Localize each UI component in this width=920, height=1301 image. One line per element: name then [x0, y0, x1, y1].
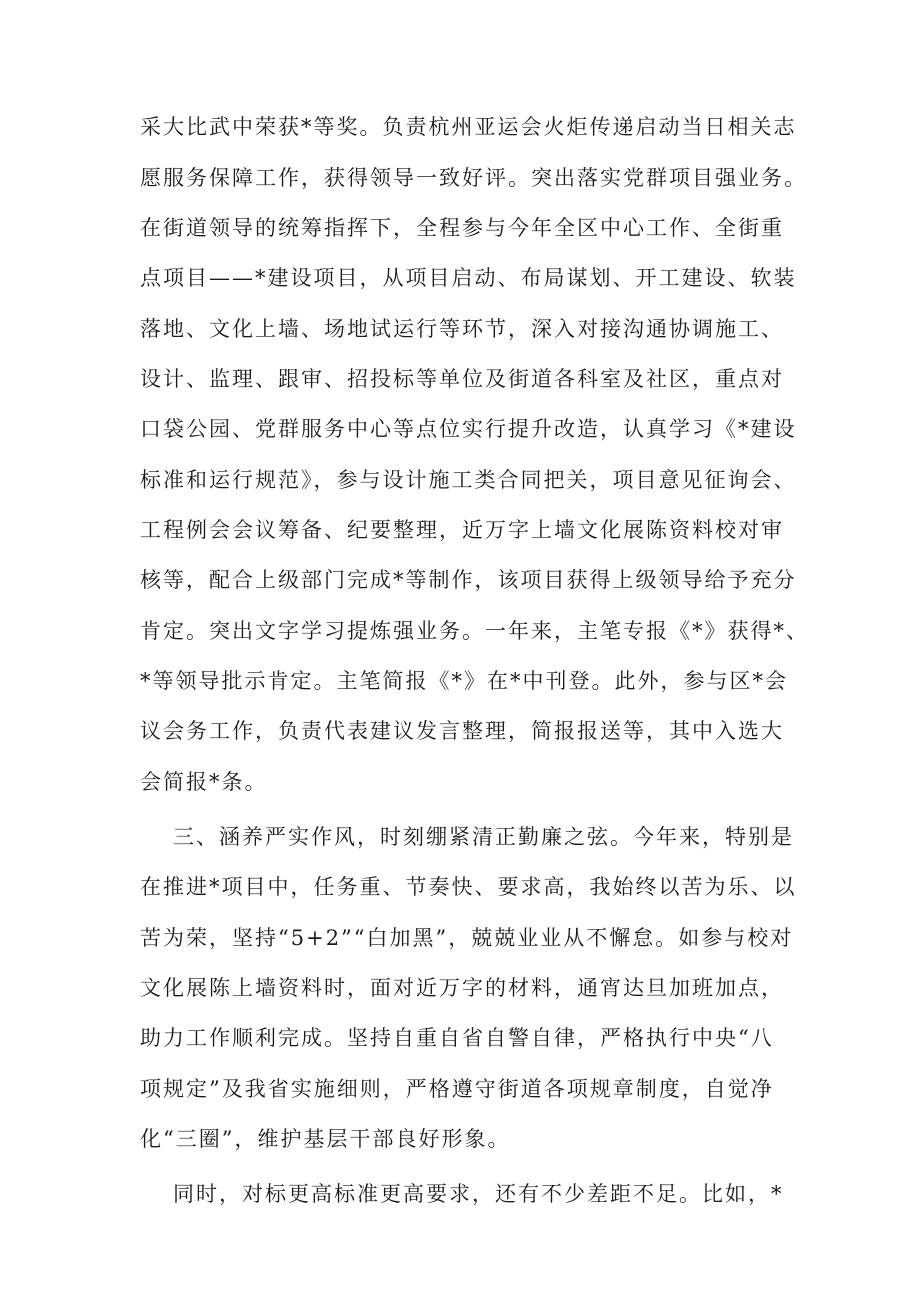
text-line: 愿服务保障工作，获得领导一致好评。突出落实党群项目强业务。	[140, 166, 807, 190]
text-line: 在街道领导的统筹指挥下，全程参与今年全区中心工作、全街重	[140, 216, 784, 240]
text-line: 三、涵养严实作风，时刻绷紧清正勤廉之弦。今年来，特别是	[173, 825, 794, 849]
text-line: 化“三圈”，维护基层干部良好形象。	[140, 1127, 511, 1151]
text-line: 同时，对标更高标准更高要求，还有不少差距不足。比如，*	[173, 1182, 784, 1206]
text-line: 工程例会会议筹备、纪要整理，近万字上墙文化展陈资料校对审	[140, 518, 784, 542]
text-line: 议会务工作，负责代表建议发言整理，简报报送等，其中入选大	[140, 719, 784, 743]
text-line: 核等，配合上级部门完成*等制作，该项目获得上级领导给予充分	[140, 568, 797, 592]
text-line: 苦为荣，坚持“5+2”“白加黑”，兢兢业业从不懈怠。如参与校对	[140, 926, 794, 950]
text-line: 设计、监理、跟审、招投标等单位及街道各科室及社区，重点对	[140, 367, 784, 391]
text-line: *等领导批示肯定。主笔简报《*》在*中刊登。此外，参与区*会	[140, 669, 788, 693]
text-line: 口袋公园、党群服务中心等点位实行提升改造，认真学习《*建设	[140, 417, 797, 441]
text-line: 项规定”及我省实施细则，严格遵守街道各项规章制度，自觉净	[140, 1077, 774, 1101]
text-line: 在推进*项目中，任务重、节奏快、要求高，我始终以苦为乐、以	[140, 875, 797, 899]
text-line: 落地、文化上墙、场地试运行等环节，深入对接沟通协调施工、	[140, 317, 784, 341]
text-line: 采大比武中荣获*等奖。负责杭州亚运会火炬传递启动当日相关志	[140, 115, 797, 139]
text-line: 助力工作顺利完成。坚持自重自省自警自律，严格执行中央“八	[140, 1026, 774, 1050]
text-line: 文化展陈上墙资料时，面对近万字的材料，通宵达旦加班加点，	[140, 976, 784, 1000]
text-line: 肯定。突出文字学习提炼强业务。一年来，主笔专报《*》获得*、	[140, 619, 809, 643]
text-line: 会简报*条。	[140, 770, 268, 794]
text-line: 点项目——*建设项目，从项目启动、布局谋划、开工建设、软装	[140, 266, 797, 290]
text-line: 标准和运行规范》，参与设计施工类合同把关，项目意见征询会、	[140, 468, 797, 492]
